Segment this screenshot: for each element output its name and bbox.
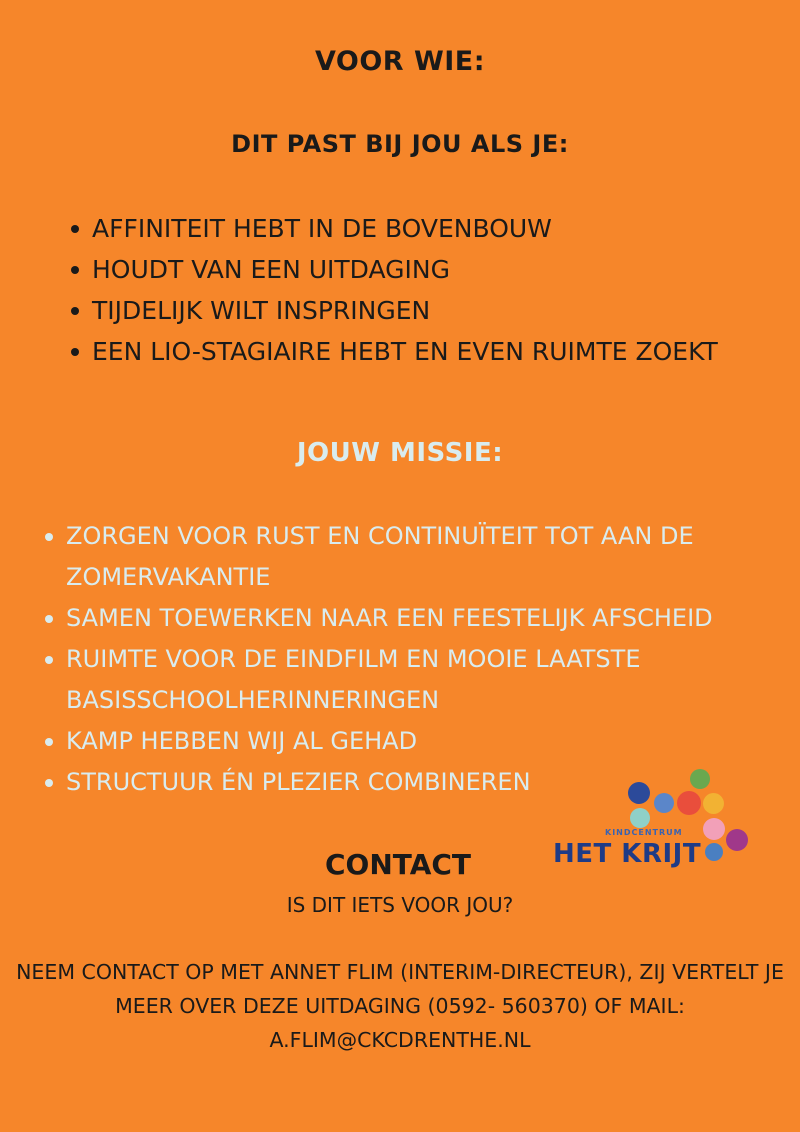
missie-list [66,516,796,803]
logo-dot [628,782,650,804]
logo-dot [690,769,710,789]
het-krijt-logo [550,765,755,875]
dit-past-heading: DIT PAST BIJ JOU ALS JE: [231,130,569,158]
missie-heading: JOUW MISSIE: [296,438,504,468]
list-item: KAMP HEBBEN WIJ AL GEHAD [66,721,796,762]
list-item: HOUDT VAN EEN UITDAGING [92,249,792,290]
voor-wie-heading: VOOR WIE: [314,46,486,77]
list-item: AFFINITEIT HEBT IN DE BOVENBOUW [92,208,792,249]
logo-big-text: HET KRIJT [553,839,702,869]
logo-small-text: KINDCENTRUM [605,828,683,837]
logo-dot [703,818,725,840]
contact-heading: CONTACT [325,848,472,881]
list-item: ZORGEN VOOR RUST EN CONTINUÏTEIT TOT AAN DE ZOMERVAKANTIE [66,516,796,598]
logo-dot [703,793,724,814]
list-item: TIJDELIJK WILT INSPRINGEN [92,290,792,331]
logo-dot [630,808,650,828]
logo-dot [726,829,748,851]
list-item: STRUCTUUR ÉN PLEZIER COMBINEREN [66,762,796,803]
logo-dot [677,791,701,815]
dit-past-list [92,208,792,372]
list-item: EEN LIO-STAGIAIRE HEBT EN EVEN RUIMTE ZOEKT [92,331,792,372]
contact-subtitle: IS DIT IETS VOOR JOU? [286,893,514,917]
logo-dot [705,843,723,861]
contact-body: NEEM CONTACT OP MET ANNET FLIM (INTERIM-DIRECTEUR), ZIJ VERTELT JE MEER OVER DEZE UITDAGING (0592- 560370) OF MAIL: A.FLIM@CKCDRENTHE.NL [16,960,784,1052]
list-item: RUIMTE VOOR DE EINDFILM EN MOOIE LAATSTE BASISSCHOOLHERINNERINGEN [66,639,796,721]
logo-dot [654,793,674,813]
list-item: SAMEN TOEWERKEN NAAR EEN FEESTELIJK AFSCHEID [66,598,796,639]
